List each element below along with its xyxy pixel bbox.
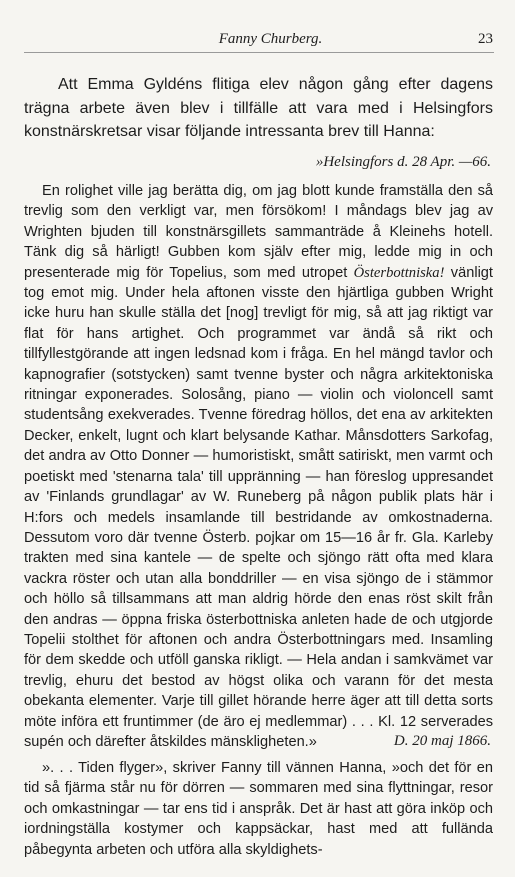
page-number: 23 <box>478 31 493 47</box>
intro-paragraph: Att Emma Gyldéns flitiga elev någon gång efter dagens trägna arbete även blev i tillfälle att vara med i Helsingfors konstnärskretsar visar följande intressanta brev till Hanna: <box>24 76 493 140</box>
running-title: Fanny Churberg. <box>218 31 323 47</box>
running-head <box>48 31 493 51</box>
letter1-text-italic: Österbottniska! <box>353 264 445 281</box>
header-rule <box>24 52 494 53</box>
letter1-text-part2: vänligt tog emot mig. Under hela aftonen visste den hjärtliga gubben Wright icke huru han skulle ställa det [nog] trevligt för mig, så att jag riktigt var flat för hans artighet. Och programmet var ändå så rikt och tillfyllestgörande att ingen ledsnad kom i fråga. En hel mängd tavlor och kapnografier (sotstycken) samt tvenne byster och några arkitektoniska ritningar exponerades. Solosång, piano — violin och violoncell samt studentsång exekverades. Tvenne föredrag höllos, det ena av arkitekten Decker, enkelt, lugnt och klart belysande Kathar. Månsdotters Sarkofag, det andra av Otto Donner — humoristiskt, smått satiriskt, men varmt och poetiskt med 'stenarna tala' till uppränning — han föreslog uppresandet av 'Finlands grundlagar' av W. Runeberg på någon publik plats här i H:fors och medels insamlande till bestridande av omkostnaderna. Dessutom voro där tvenne Österb. pojkar om 15—16 år fr. Gla. Karleby trakten med sina kantele — de spelte och sjöngo rätt ofta med klara vackra röster och utan alla bonddriller — en visa sjöngo de i stämmor och höllo så tillsammans att man aldrig hörde den enas röst skilt från den andras — öppna friska österbottniska anleten hade de och utgjorde Topelii stolthet för aftonen och andra Österbottningars med. Insamling för dem skedde och utföll ganska rikligt. — Hela andan i samkvämet var trevlig, ehuru det bestod av högst olika och varann för det mesta obekanta elementer. Varje till gillet hörande herre äger att till detta sorts möte införa ett fruntimmer (de äro ej medlemmar) . . . Kl. 12 serverades supén och därefter åtskildes mänskligheten.» <box>24 264 493 750</box>
letter1-body <box>24 181 493 752</box>
letter1-text-part1: En rolighet ville jag berätta dig, om jag blott kunde framställa den så trevlig som den verkligt var, men försökom! I måndags blev jag av Wrighten bjuden till konstnärsgillets sammanträde å Kleinehs hotell. Tänk dig så härligt! Gubben kom själv efter mig, ledde mig in och presenterade mig för Topelius, som med utropet <box>24 183 493 281</box>
letter2-body: ». . . Tiden flyger», skriver Fanny till vännen Hanna, »och det för en tid så fjärma står nu för dörren — sommaren med sina flyttningar, resor och omkastningar — tar ens tid i anspråk. Det är hast att göra inköp och iordningställa kostymer och kappsäckar, hast med att fulländа påbegynta arbeten och utföra alla skyldighets- <box>24 760 493 858</box>
letter2-dateline: D. 20 maj 1866. <box>393 733 491 749</box>
letter1-dateline: »Helsingfors d. 28 Apr. —66. <box>315 154 491 170</box>
